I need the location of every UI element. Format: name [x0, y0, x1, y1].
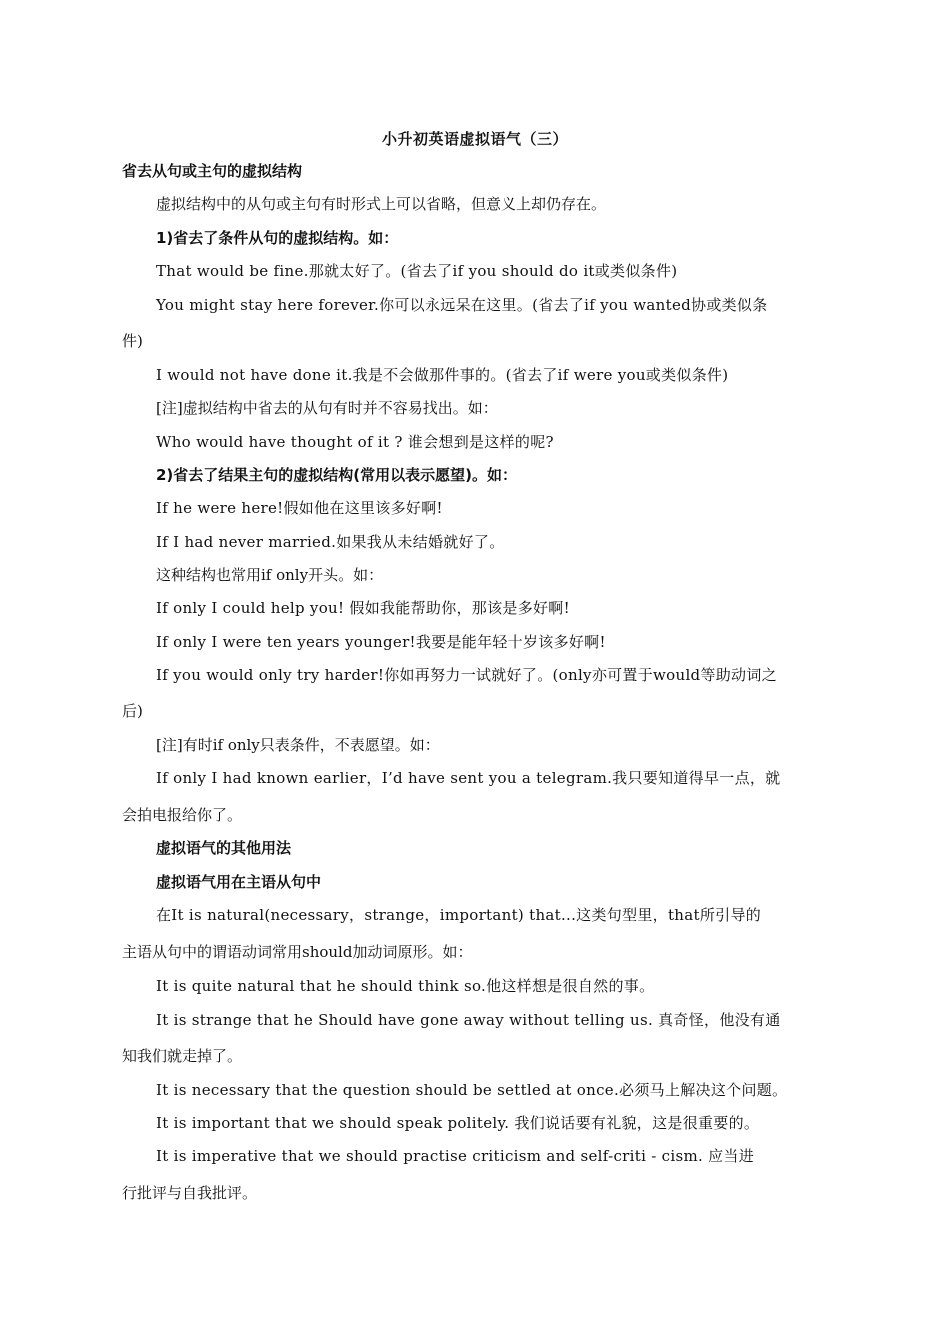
paragraph-line-continuation: 主语从句中的谓语动词常用should加动词原形。如：: [122, 943, 473, 961]
example-line: If only I could help you! 假如我能帮助你，那该是多好啊!: [156, 599, 570, 617]
note-line: [注]有时if only只表条件，不表愿望。如：: [156, 736, 440, 754]
example-line: I would not have done it.我是不会做那件事的。(省去了if were you或类似条件): [156, 366, 729, 384]
example-line: If you would only try harder!你如再努力一试就好了。(only亦可置于would等助动词之: [156, 666, 777, 684]
example-line: It is important that we should speak politely. 我们说话要有礼貌，这是很重要的。: [156, 1114, 760, 1132]
example-line-continuation: 行批评与自我批评。: [122, 1184, 258, 1202]
paragraph-line: 在It is natural(necessary，strange，important) that...这类句型里，that所引导的: [156, 906, 762, 924]
example-line-continuation: 后): [122, 702, 143, 720]
example-line: It is necessary that the question should be settled at once.必须马上解决这个问题。: [156, 1081, 788, 1099]
section-heading: 省去从句或主句的虚拟结构: [122, 162, 303, 180]
subsection-heading: 1)省去了条件从句的虚拟结构。如：: [156, 229, 399, 247]
example-line-continuation: 知我们就走掉了。: [122, 1047, 243, 1065]
example-line: If he were here!假如他在这里该多好啊!: [156, 499, 443, 517]
subsection-heading: 2)省去了结果主句的虚拟结构(常用以表示愿望)。如：: [156, 466, 518, 484]
section-heading: 虚拟语气的其他用法: [156, 839, 292, 857]
example-line: If only I had known earlier，I’d have sent you a telegram.我只要知道得早一点，就: [156, 769, 781, 787]
example-line: It is strange that he Should have gone away without telling us. 真奇怪，他没有通: [156, 1011, 781, 1029]
example-line: If only I were ten years younger!我要是能年轻十岁该多好啊!: [156, 633, 606, 651]
example-line-continuation: 件): [122, 332, 143, 350]
example-line: You might stay here forever.你可以永远呆在这里。(省去了if you wanted协或类似条: [156, 296, 768, 314]
subsection-heading: 虚拟语气用在主语从句中: [156, 873, 322, 891]
example-line: Who would have thought of it ? 谁会想到是这样的呢?: [156, 433, 554, 451]
page-title: 小升初英语虚拟语气（三）: [381, 130, 568, 148]
example-line-continuation: 会拍电报给你了。: [122, 806, 243, 824]
paragraph-line: 虚拟结构中的从句或主句有时形式上可以省略，但意义上却仍存在。: [156, 195, 607, 213]
example-line: It is quite natural that he should think so.他这样想是很自然的事。: [156, 977, 655, 995]
paragraph-line: 这种结构也常用if only开头。如：: [156, 566, 384, 584]
example-line: If I had never married.如果我从未结婚就好了。: [156, 533, 505, 551]
example-line: It is imperative that we should practise criticism and self-criti - cism. 应当进: [156, 1147, 755, 1165]
note-line: [注]虚拟结构中省去的从句有时并不容易找出。如：: [156, 399, 498, 417]
example-line: That would be fine.那就太好了。(省去了if you should do it或类似条件): [156, 262, 678, 280]
